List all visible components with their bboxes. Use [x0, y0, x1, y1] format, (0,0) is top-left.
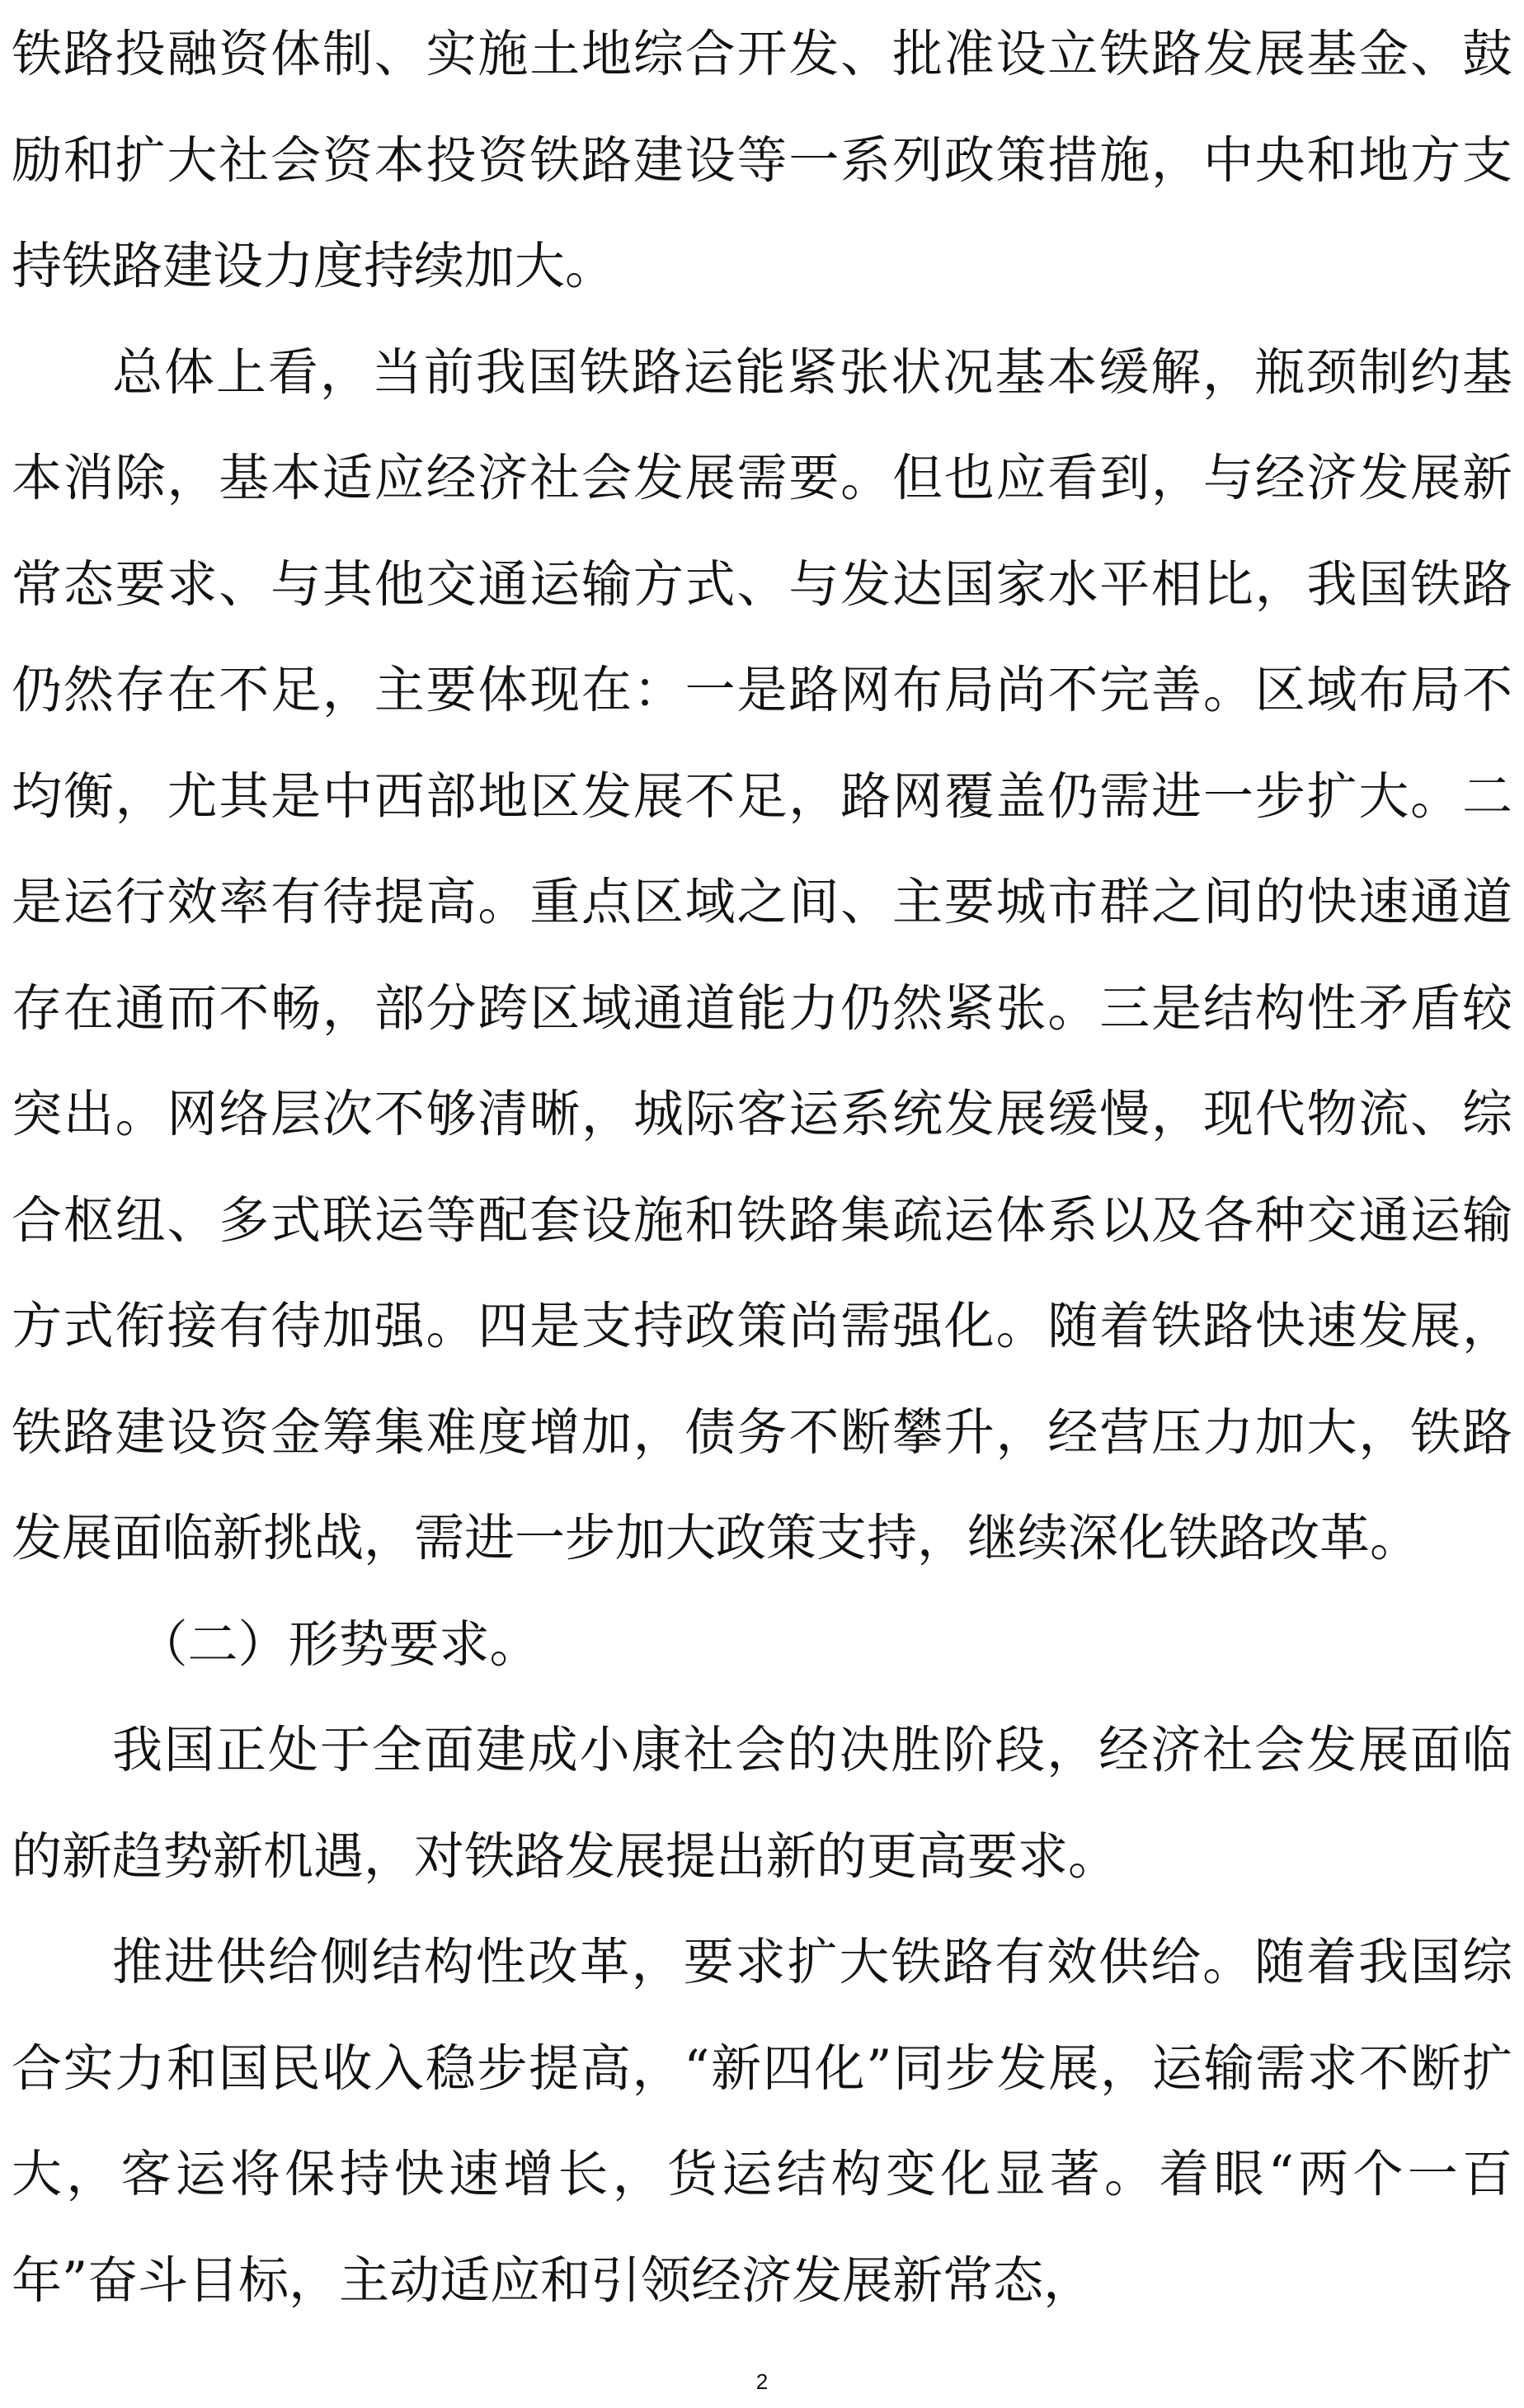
paragraph-text: 网络层次不够清晰，城际客运系统发展缓慢，现代物流、综合枢纽、多式联运等配套设施和铁路集疏运体系以及各种交通运输方式衔接有待加强。 [12, 1085, 1512, 1355]
key-point-heading: 四是支持政策尚需强化。 [477, 1297, 1048, 1355]
section-heading-situation-requirements [12, 1592, 1512, 1699]
paragraph-text: 重点区域之间、主要城市群之间的快速通道存在通而不畅，部分跨区域通道能力仍然紧张。 [12, 873, 1512, 1038]
paragraph-text: 我国正处于全面建成小康社会的决胜阶段，经济社会发展面临的新趋势新机遇，对铁路发展提出新的更高要求。 [12, 1721, 1512, 1886]
paragraph-text: 铁路投融资体制、实施土地综合开发、批准设立铁路发展基金、鼓励和扩大社会资本投资铁路建设等一系列政策措施，中央和地方支持铁路建设力度持续加大。 [12, 25, 1512, 295]
page-number: 2 [755, 2369, 769, 2394]
key-point-heading: 一是路网布局尚不完善。 [684, 661, 1255, 719]
paragraph-overall-assessment [12, 320, 1512, 1592]
paragraph-text: 区域布局不均衡，尤其是中西部地区发展不足，路网覆盖仍需进一步扩大。 [12, 661, 1512, 826]
key-point-heading: 推进供给侧结构性改革，要求扩大铁路有效供给。 [112, 1933, 1255, 1991]
body-text [12, 2, 1512, 2334]
key-point-heading: 三是结构性矛盾较突出。 [12, 978, 1512, 1143]
paragraph-moderately-prosperous-society [12, 1698, 1512, 1910]
paragraph-railway-policy [12, 2, 1512, 320]
paragraph-text: （二）形势要求。 [137, 1614, 540, 1674]
paragraph-text: 总体上看，当前我国铁路运能紧张状况基本缓解，瓶颈制约基本消除，基本适应经济社会发展需要。但也应看到，与经济发展新常态要求、与其他交通运输方式、与发达国家水平相比，我国铁路仍然存在不足，主要体现在： [12, 342, 1512, 719]
paragraph-text: 随着铁路快速发展，铁路建设资金筹集难度增加，债务不断攀升，经营压力加大，铁路发展面临新挑战，需进一步加大政策支持，继续深化铁路改革。 [12, 1297, 1512, 1567]
key-point-heading: 二是运行效率有待提高。 [12, 766, 1512, 931]
paragraph-text: 随着我国综合实力和国民收入稳步提高，“新四化”同步发展，运输需求不断扩大，客运将保持快速增长，货运结构变化显著。着眼“两个一百年”奋斗目标，主动适应和引领经济发展新常态， [12, 1933, 1512, 2310]
paragraph-supply-side-reform [12, 1910, 1512, 2334]
